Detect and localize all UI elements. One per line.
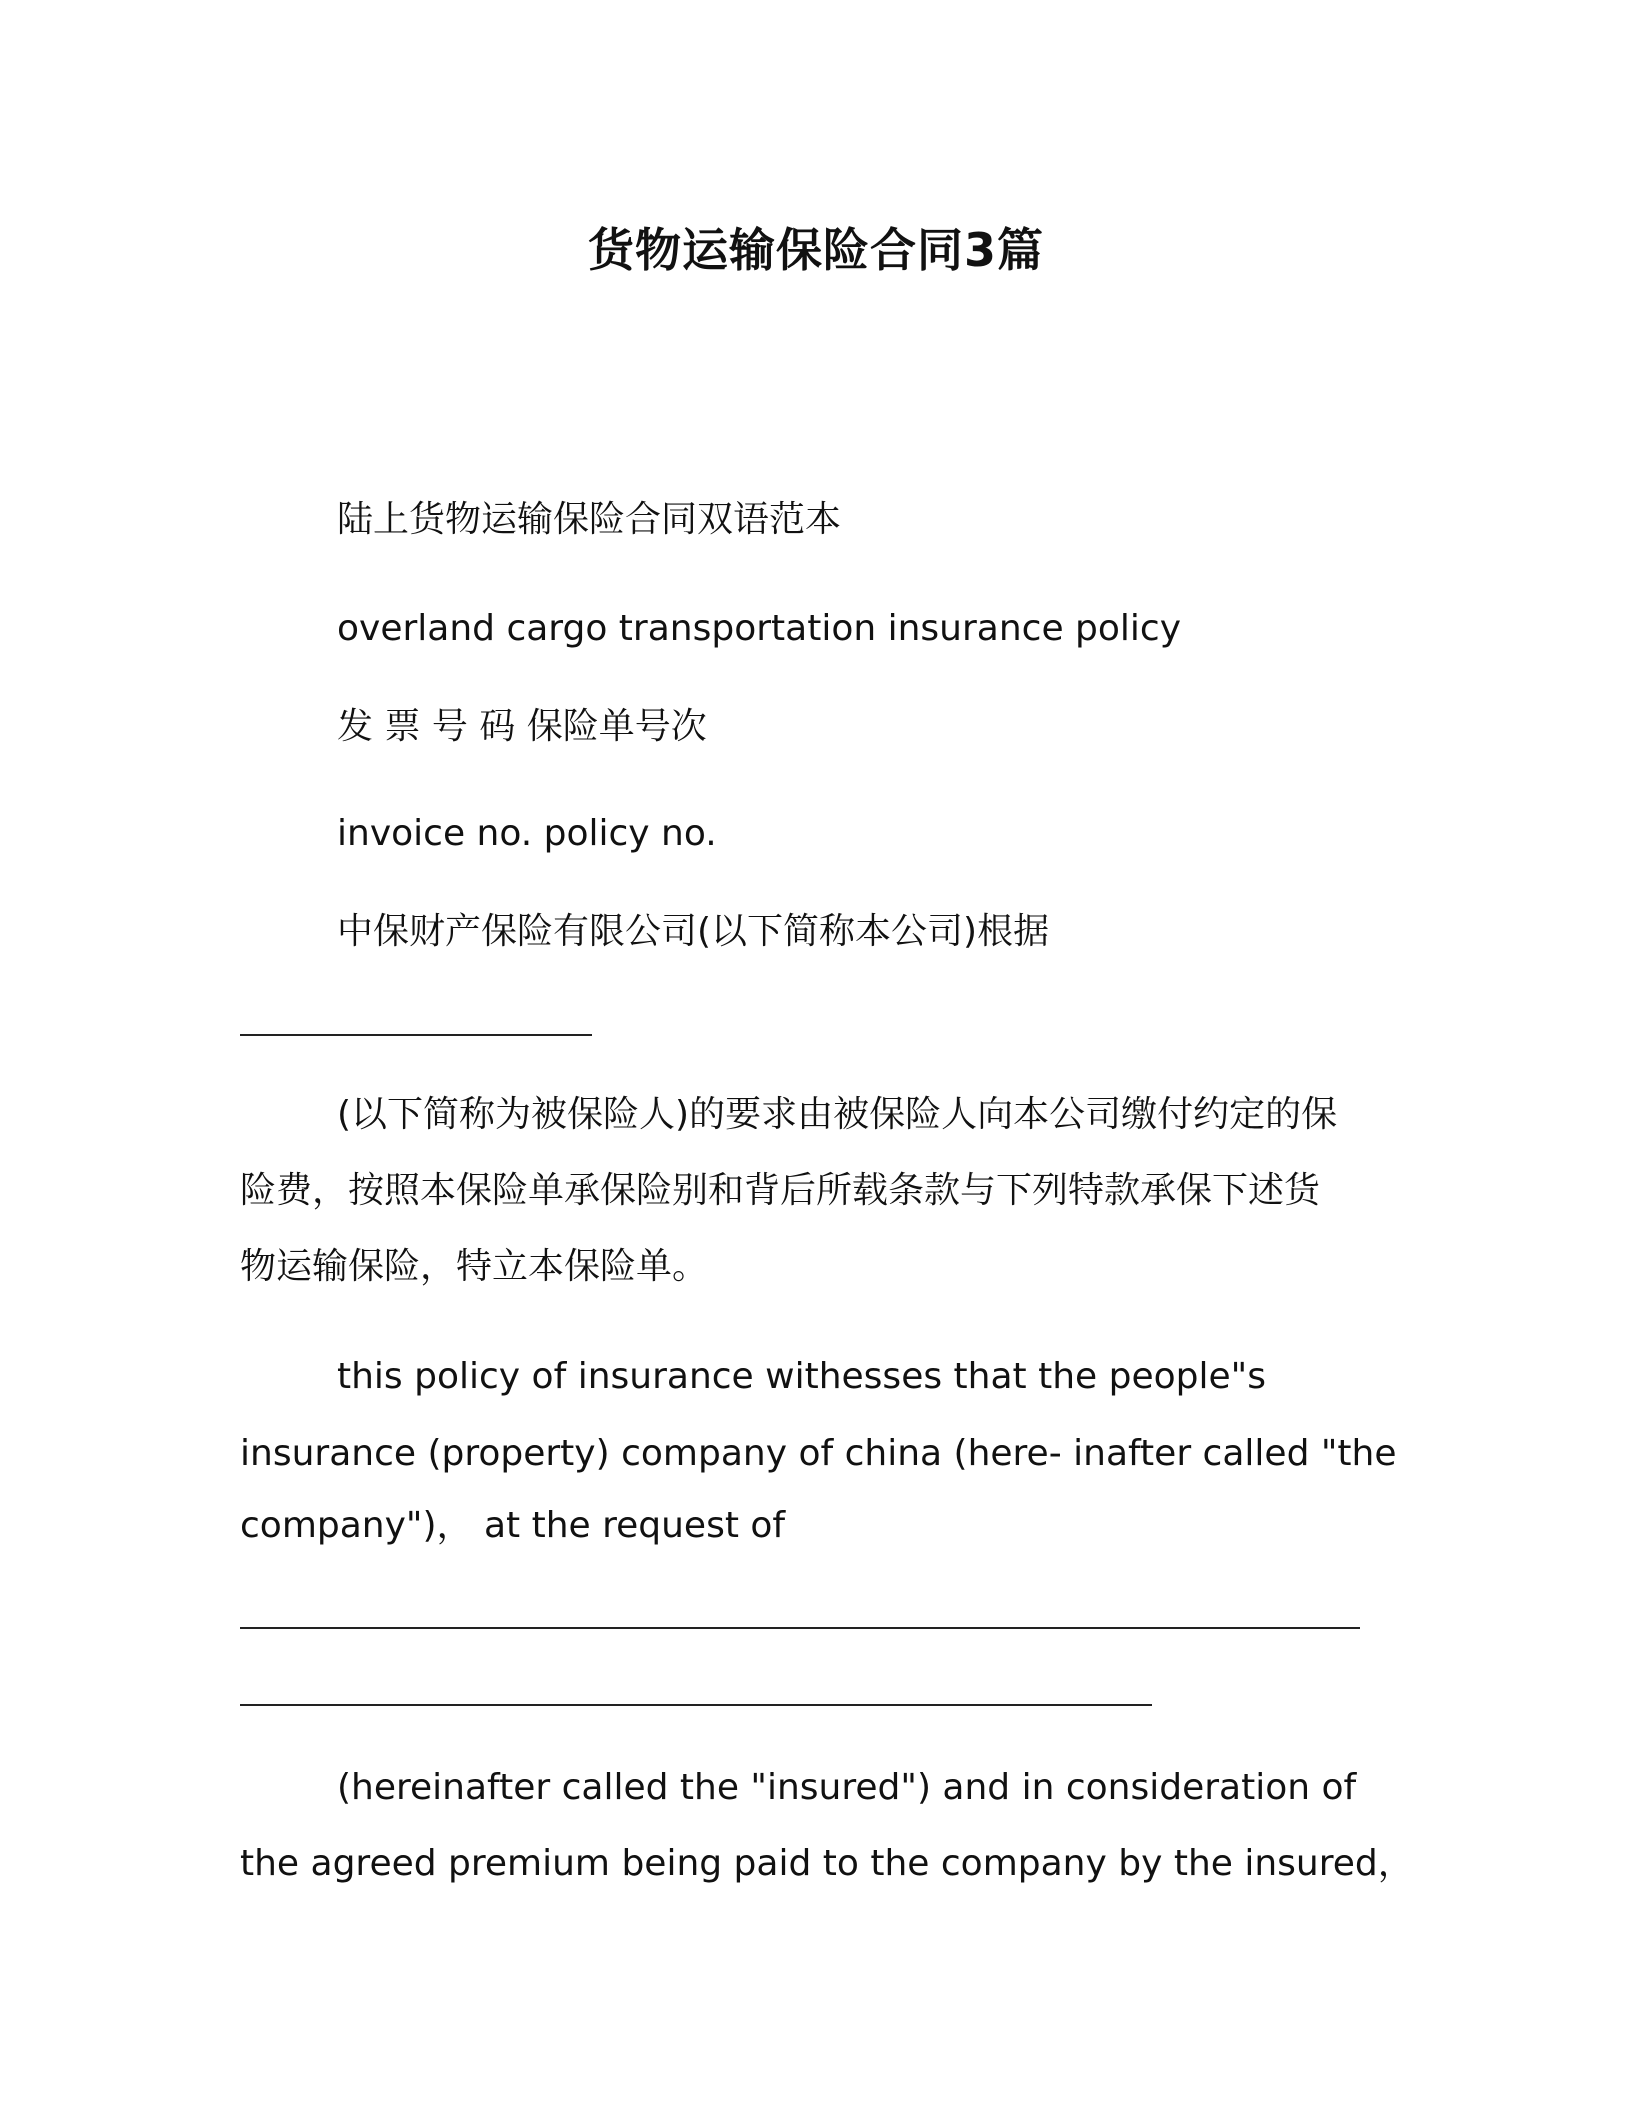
subtitle-english: overland cargo transportation insurance policy: [337, 608, 1182, 649]
paragraph-line: company")， at the request of: [240, 1505, 786, 1546]
paragraph-line: insurance (property) company of china (here- inafter called "the: [240, 1433, 1397, 1474]
paragraph-line: this policy of insurance withesses that the people"s: [337, 1356, 1266, 1397]
fill-in-blank-line: [240, 1034, 592, 1036]
paragraph-line: (以下简称为被保险人)的要求由被保险人向本公司缴付约定的保: [337, 1094, 1338, 1135]
fill-in-blank-line: [240, 1627, 1360, 1629]
document-title: 货物运输保险合同3篇: [587, 223, 1044, 277]
fill-in-blank-line: [240, 1704, 1152, 1706]
subtitle-chinese: 陆上货物运输保险合同双语范本: [337, 499, 842, 540]
paragraph-line: 物运输保险，特立本保险单。: [240, 1246, 709, 1287]
invoice-policy-english: invoice no. policy no.: [337, 813, 717, 854]
paragraph-line: the agreed premium being paid to the company by the insured，: [240, 1843, 1414, 1884]
paragraph-line: 险费，按照本保险单承保险别和背后所载条款与下列特款承保下述货: [240, 1170, 1321, 1211]
insurer-clause-chinese: 中保财产保险有限公司(以下简称本公司)根据: [337, 911, 1050, 952]
invoice-policy-chinese: 发 票 号 码 保险单号次: [337, 706, 707, 747]
paragraph-line: (hereinafter called the "insured") and in consideration of: [337, 1767, 1357, 1808]
